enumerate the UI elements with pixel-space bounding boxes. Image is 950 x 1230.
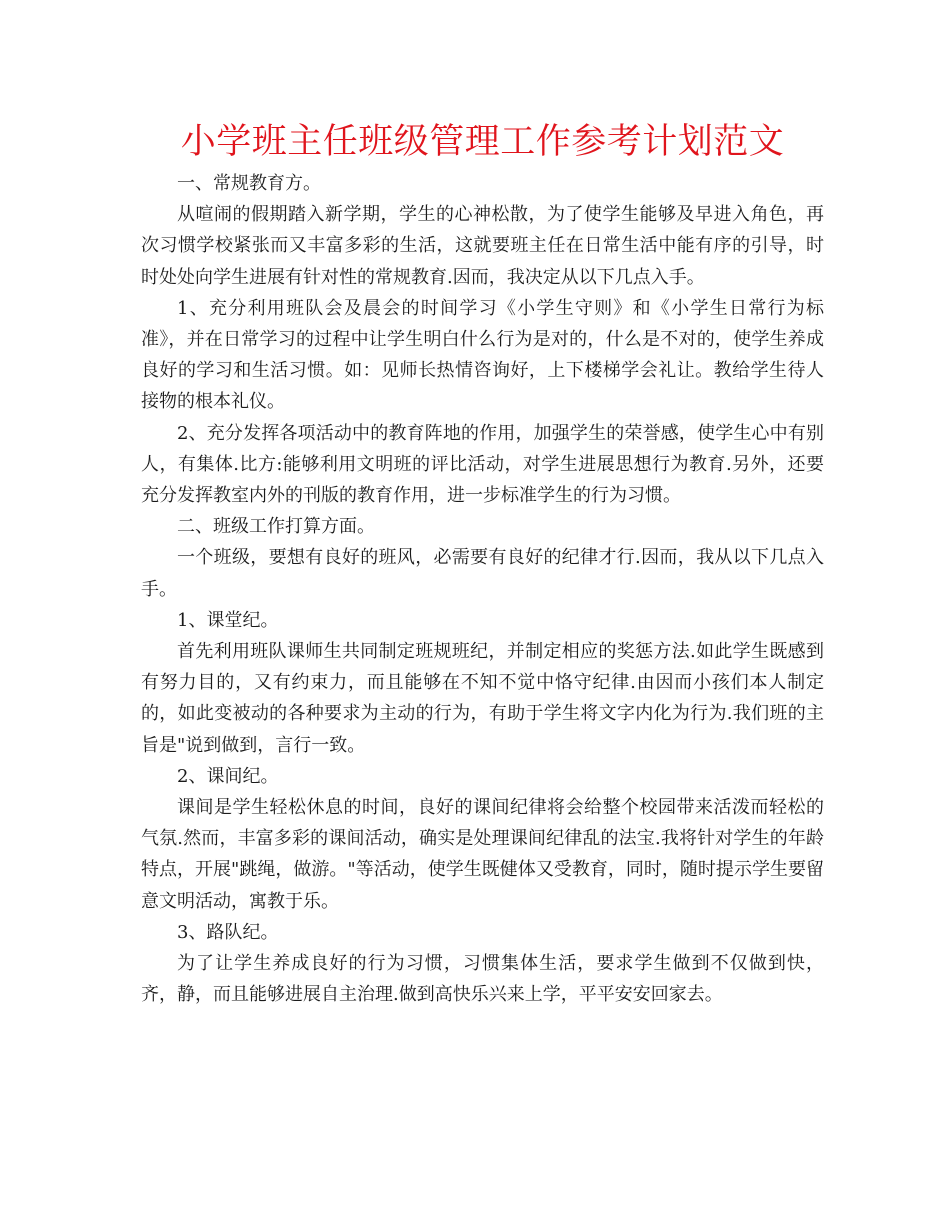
paragraph: 课间是学生轻松休息的时间，良好的课间纪律将会给整个校园带来活泼而轻松的气氛.然而，丰富多彩的课间活动，确实是处理课间纪律乱的法宝.我将针对学生的年龄特点，开展"跳绳，做游。"等活动，使学生既健体又受教育，同时，随时提示学生要留意文明活动，寓教于乐。 (141, 797, 824, 912)
paragraph: 为了让学生养成良好的行为习惯，习惯集体生活，要求学生做到不仅做到快，齐，静，而且能够进展自主治理.做到高快乐兴来上学，平平安安回家去。 (141, 953, 824, 1006)
paragraph-subheading: 3、路队纪。 (177, 921, 279, 943)
paragraph: 一个班级，要想有良好的班风，必需要有良好的纪律才行.因而，我从以下几点入手。 (141, 547, 824, 600)
paragraph-subheading: 1、课堂纪。 (177, 609, 279, 631)
document-title: 小学班主任班级管理工作参考计划范文 (180, 122, 785, 162)
paragraph-section-heading-1: 一、常规教育方。 (177, 173, 321, 194)
paragraph-section-heading-2: 二、班级工作打算方面。 (177, 516, 375, 538)
paragraph-subheading: 2、课间纪。 (177, 765, 279, 787)
paragraph: 2、充分发挥各项活动中的教育阵地的作用，加强学生的荣誉感，使学生心中有别人，有集体.比方:能够利用文明班的评比活动，对学生进展思想行为教育.另外，还要充分发挥教室内外的刊版的教育作用，进一步标准学生的行为习惯。 (141, 422, 824, 507)
document-body (141, 168, 824, 1010)
paragraph: 首先利用班队课师生共同制定班规班纪，并制定相应的奖惩方法.如此学生既感到有努力目的，又有约束力，而且能够在不知不觉中恪守纪律.由因而小孩们本人制定的，如此变被动的各种要求为主动的行为，有助于学生将文字内化为行为.我们班的主旨是"说到做到，言行一致。 (141, 641, 824, 756)
paragraph: 1、充分利用班队会及晨会的时间学习《小学生守则》和《小学生日常行为标准》，并在日常学习的过程中让学生明白什么行为是对的，什么是不对的，使学生养成良好的学习和生活习惯。如：见师长热情咨询好，上下楼梯学会礼让。教给学生待人接物的根本礼仪。 (141, 297, 824, 413)
paragraph: 从喧闹的假期踏入新学期，学生的心神松散，为了使学生能够及早进入角色，再次习惯学校紧张而又丰富多彩的生活，这就要班主任在日常生活中能有序的引导，时时处处向学生进展有针对性的常规教育.因而，我决定从以下几点入手。 (141, 204, 824, 288)
